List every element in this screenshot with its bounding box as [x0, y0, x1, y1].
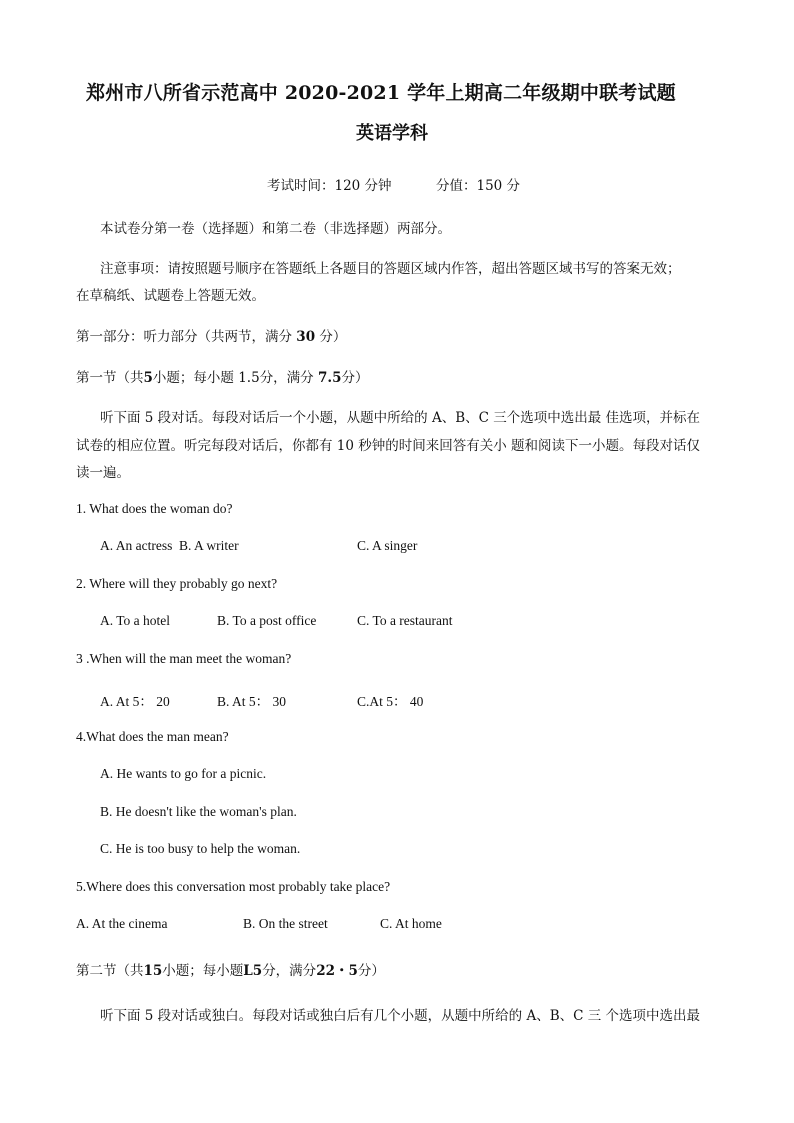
section1-h-e: 分，满分 — [259, 370, 314, 386]
section1-h-a: 第一节（共 — [76, 370, 144, 386]
q5-stem: 5.Where does this conversation most probably take place? — [76, 879, 391, 894]
section2-h-d: L5 — [243, 963, 263, 979]
q3-option-a: A. At 5： 20 — [100, 694, 170, 709]
q4-option-b: B. He doesn't like the woman's plan. — [100, 804, 297, 819]
q2-option-c: C. To a restaurant — [357, 613, 453, 628]
part1-heading-score: 30 — [296, 329, 316, 345]
exam-time: 考试时间：120 分钟 — [267, 178, 392, 194]
section1-h-d: 1.5 — [238, 370, 260, 386]
q3-option-b: B. At 5： 30 — [217, 694, 287, 709]
section2-h-a: 第二节（共 — [76, 963, 144, 979]
section1-heading — [76, 366, 368, 386]
q3-stem: 3 .When will the man meet the woman? — [76, 651, 292, 666]
section1-h-b: 5 — [143, 370, 153, 386]
section1-h-g: 分） — [341, 370, 369, 386]
q2-option-a: A. To a hotel — [100, 613, 171, 628]
q5-option-c: C. At home — [380, 916, 442, 931]
part1-heading — [76, 325, 346, 345]
section1-instruction-2: 试卷的相应位置。听完每段对话后，你都有 10 秒钟的时间来回答有关小 题和阅读下一小题。每段对话仅 — [76, 438, 701, 454]
notice-line-1: 注意事项：请按照题号顺序在答题纸上各题目的答题区域内作答，超出答题区域书写的答案无效； — [100, 261, 681, 277]
q4-stem: 4.What does the man mean? — [76, 729, 229, 744]
q2-option-b: B. To a post office — [217, 613, 317, 628]
section2-h-g: 分） — [357, 963, 385, 979]
part1-heading-prefix: 第一部分：听力部分（共两节，满分 — [76, 329, 292, 345]
q4-option-a: A. He wants to go for a picnic. — [100, 766, 267, 781]
section2-h-b: 15 — [143, 963, 163, 979]
section2-h-c: 小题；每小题 — [162, 963, 244, 979]
notice-line-2: 在草稿纸、试题卷上答题无效。 — [76, 288, 265, 304]
composition-note: 本试卷分第一卷（选择题）和第二卷（非选择题）两部分。 — [100, 221, 451, 237]
q5-option-b: B. On the street — [243, 916, 328, 931]
part1-heading-suffix: 分） — [319, 329, 347, 345]
q3-option-c: C.At 5： 40 — [357, 694, 424, 709]
q1-stem: 1. What does the woman do? — [76, 501, 233, 516]
q4-option-c: C. He is too busy to help the woman. — [100, 841, 301, 856]
q1-option-b: B. A writer — [179, 538, 239, 553]
section1-h-c: 小题；每小题 — [152, 370, 234, 386]
exam-title: 郑州市八所省示范高中 2020-2021 学年上期高二年级期中联考试题 — [86, 82, 676, 104]
subject-title: 英语学科 — [356, 123, 428, 144]
section2-h-f: 22・5 — [316, 963, 358, 979]
section1-instruction-3: 读一遍。 — [76, 465, 130, 481]
q1-option-c: C. A singer — [357, 538, 418, 553]
section2-h-e: 分，满分 — [262, 963, 317, 979]
q2-stem: 2. Where will they probably go next? — [76, 576, 278, 591]
section1-h-f: 7.5 — [317, 370, 342, 386]
section2-heading — [76, 959, 385, 979]
q5-option-a: A. At the cinema — [76, 916, 168, 931]
section2-instruction-1: 听下面 5 段对话或独白。每段对话或独白后有几个小题，从题中所给的 A、B、C 三 个选项中选出最 — [100, 1008, 701, 1024]
q1-option-a: A. An actress — [100, 538, 173, 553]
exam-score: 分值：150 分 — [436, 178, 521, 194]
section1-instruction-1: 听下面 5 段对话。每段对话后一个小题，从题中所给的 A、B、C 三个选项中选出最 佳选项，并标在 — [100, 410, 701, 426]
